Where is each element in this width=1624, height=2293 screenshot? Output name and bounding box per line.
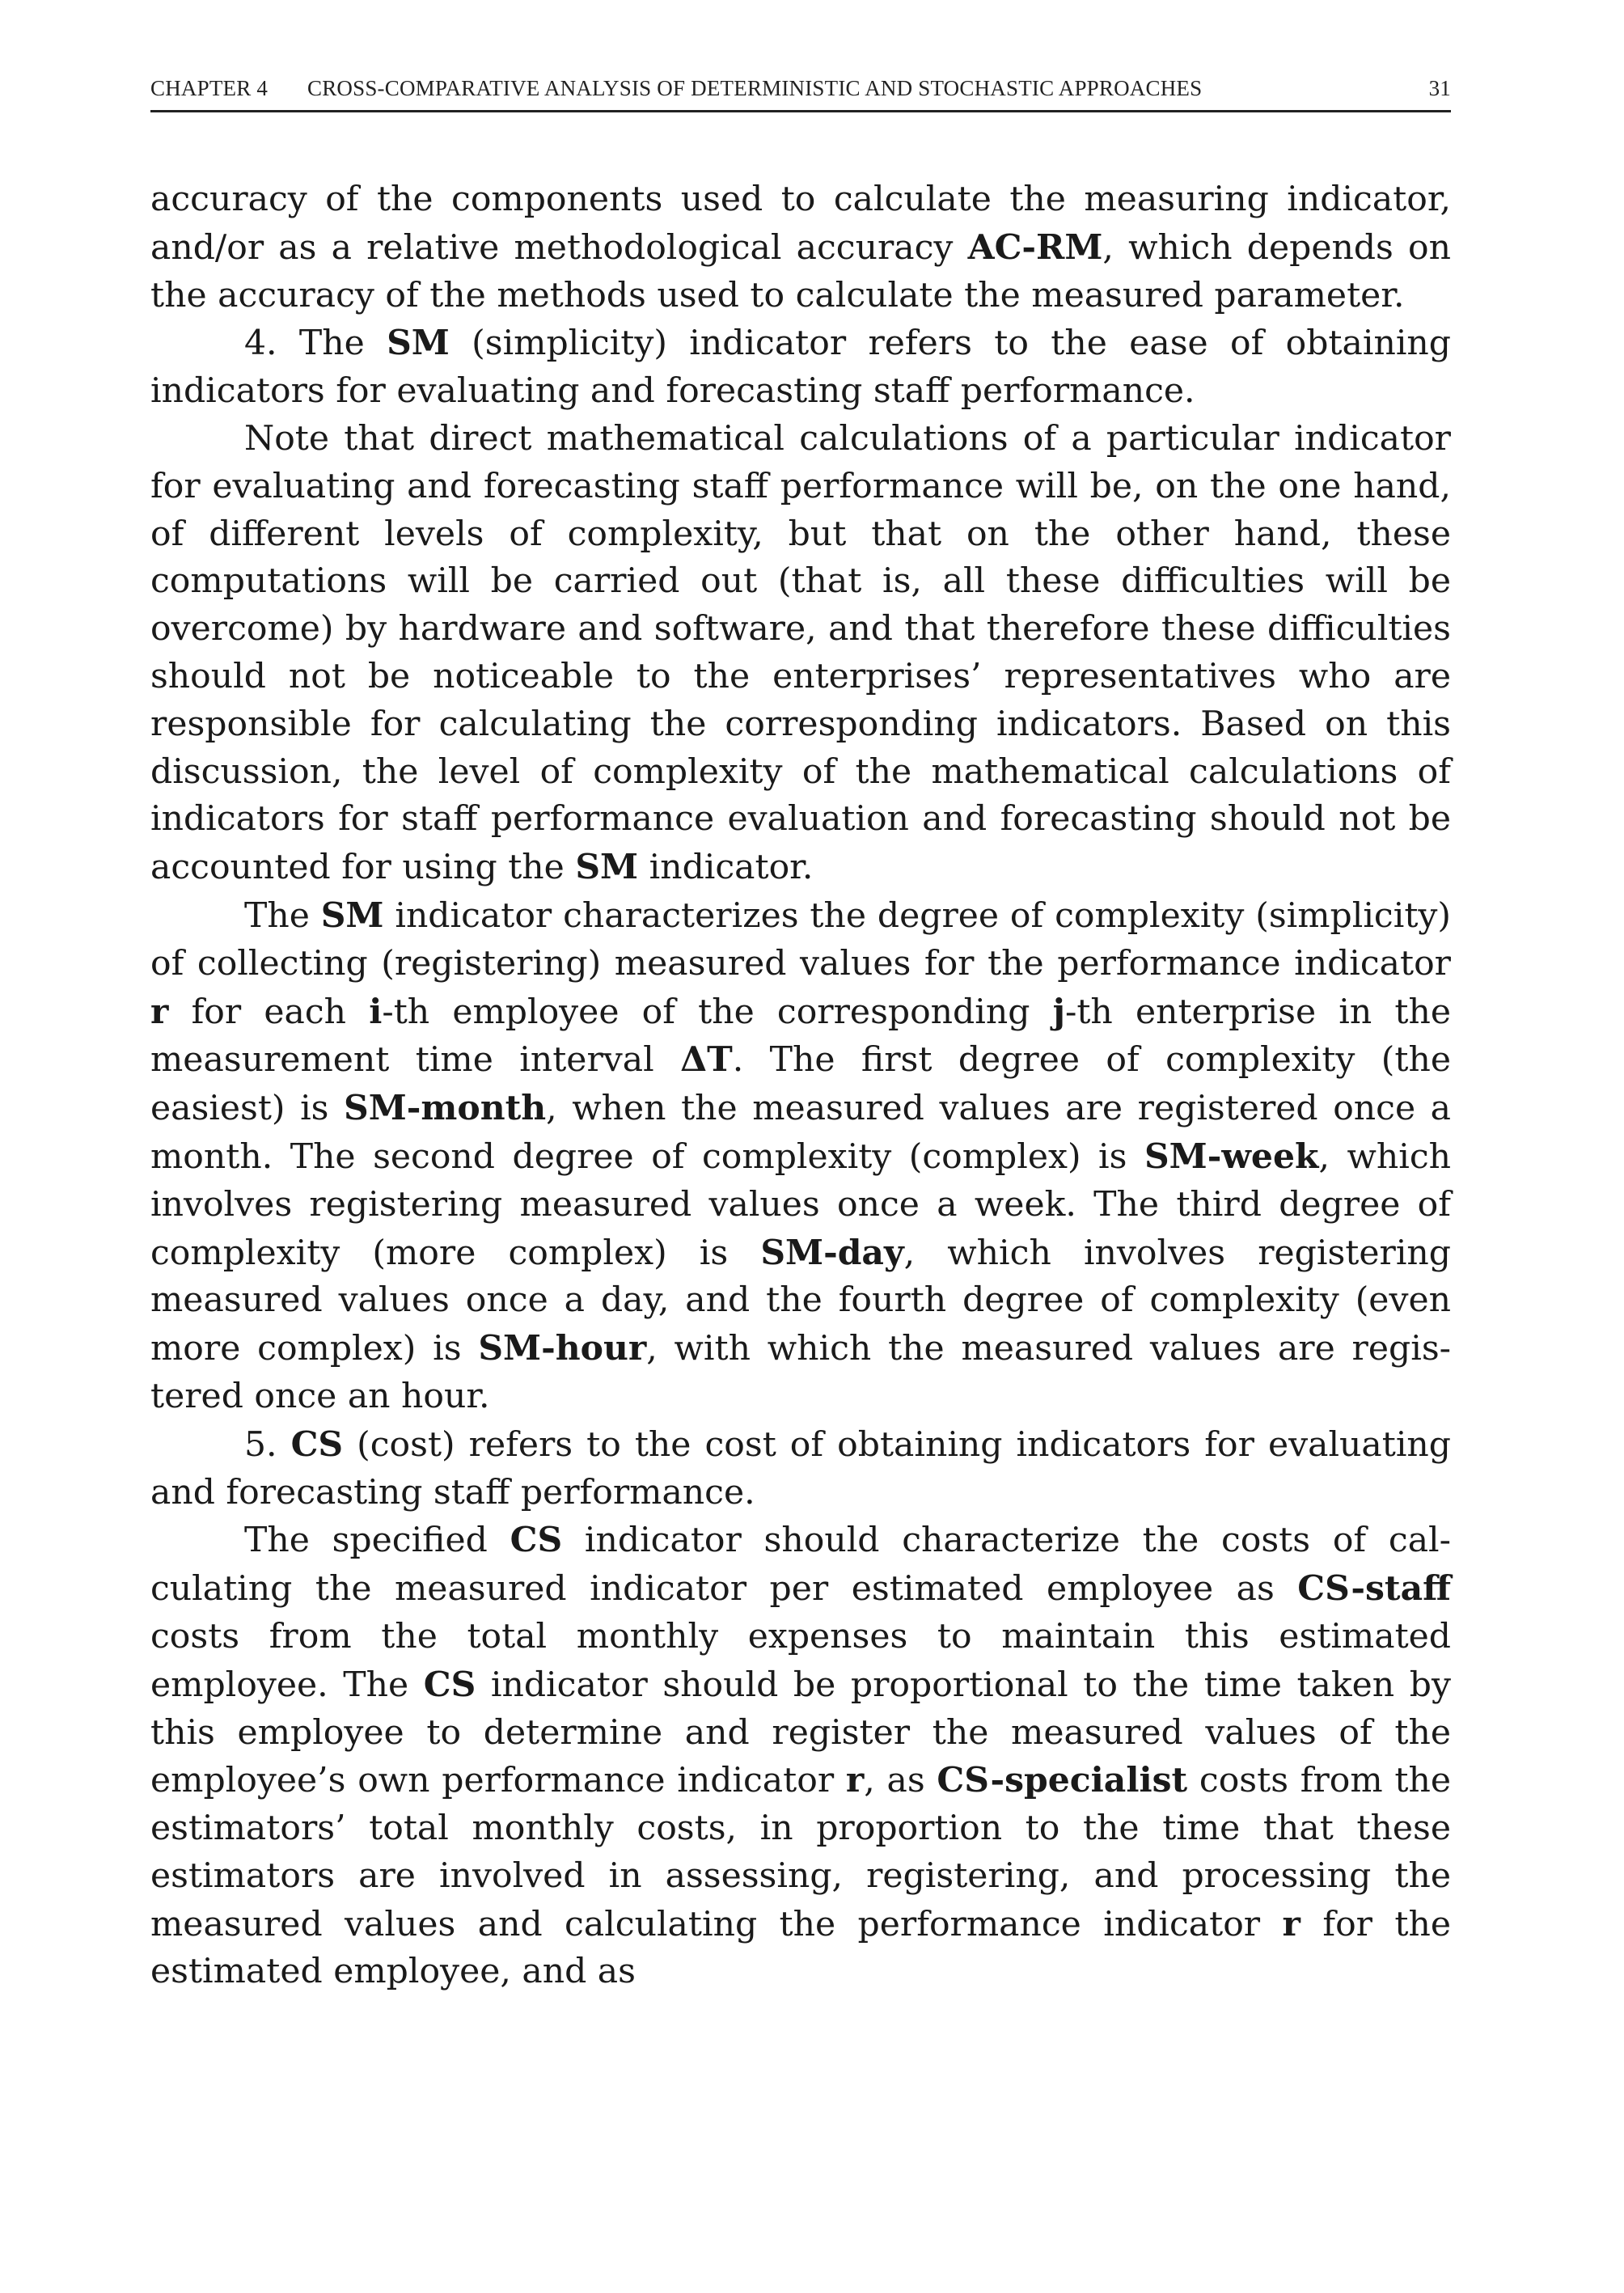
text-run: (cost) refers to the cost of obtaining indicators for evaluating and forecasting staff performance.: [150, 1424, 1451, 1512]
text-run: -th enterprise in the measurement time interval: [150, 992, 1452, 1081]
bold-term: SM: [320, 895, 384, 936]
bold-term: ΔT: [680, 1039, 733, 1081]
bold-term: SM: [575, 847, 639, 888]
paragraph: [150, 1421, 1451, 1517]
text-run: -th employee of the corresponding: [382, 992, 1053, 1032]
bold-term: SM-month: [344, 1088, 547, 1129]
text-run: (simplicity) indicator refers to the ease of obtaining indicators for evaluating and forecasting staff performance.: [150, 324, 1451, 412]
text-run: , as: [864, 1761, 937, 1801]
text-run: accuracy of the components used to calculate the measuring indicator, and/or as a relative methodological accuracy: [150, 180, 1451, 268]
text-run: . The first degree of complexity (the easiest) is: [150, 1040, 1451, 1129]
paragraph: [150, 176, 1451, 319]
text-run: costs from the estimators’ total monthly costs, in proportion to the time that these estimators are involved in assessing, registering, and processing the measured values and calculating the performance indicator: [150, 1761, 1451, 1944]
body-text: [150, 176, 1451, 1996]
paragraph: [150, 319, 1451, 416]
bold-term: CS: [510, 1520, 563, 1561]
chapter-label: CHAPTER 4: [150, 76, 269, 100]
text-run: 5.: [244, 1424, 291, 1465]
text-run: The specified: [244, 1521, 510, 1561]
bold-term: CS-staff: [1297, 1568, 1451, 1610]
bold-term: CS-specialist: [937, 1760, 1188, 1801]
bold-term: CS: [423, 1664, 476, 1705]
chapter-title: CROSS-COMPARATIVE ANALYSIS OF DETERMINISTIC AND STOCHASTIC APPROACHES: [307, 76, 1203, 100]
paragraph: [150, 892, 1451, 1421]
text-run: , which involves registering measured values once a week. The third degree of complexity (more complex) is: [150, 1136, 1451, 1273]
text-run: Note that direct mathematical calculations of a particular indicator for evaluating and forecasting staff performance will be, on the one hand, of different levels of complexity, but that on the other hand, these computations will be carried out (that is, all these difficulties will be overcome) by hardware and software, and that therefore these difficulties should not be noticeable to the enterprises’ representatives who are responsible for calculating the corresponding indicators. Based on this discussion, the level of complexity of the mathematical calculations of indicators for staff performance evaluation and forecasting should not be accounted for using the: [150, 418, 1451, 888]
bold-term: r: [1282, 1903, 1300, 1944]
bold-term: AC-RM: [967, 226, 1103, 268]
text-run: costs from the total monthly expenses to maintain this estimated employee. The: [150, 1616, 1451, 1705]
bold-term: SM-hour: [478, 1328, 647, 1369]
bold-term: CS: [290, 1424, 344, 1465]
bold-term: j: [1052, 991, 1065, 1032]
bold-term: SM: [387, 323, 450, 364]
page-number: 31: [1428, 76, 1451, 100]
bold-term: r: [845, 1760, 865, 1801]
bold-term: i: [369, 991, 383, 1032]
paragraph: [150, 416, 1451, 892]
text-run: The: [244, 895, 321, 936]
bold-term: SM-week: [1144, 1136, 1319, 1177]
text-run: , with which the measured values are registered once an hour.: [150, 1329, 1452, 1416]
text-run: indicator should be proportional to the time taken by this employee to determine and register the measured values of the employee’s own performance indicator: [150, 1665, 1451, 1801]
bold-term: r: [150, 991, 169, 1032]
text-run: 4. The: [244, 324, 387, 364]
text-run: for each: [168, 992, 370, 1032]
running-header: [150, 71, 1451, 112]
bold-term: SM-day: [760, 1232, 904, 1273]
text-run: indicator characterizes the degree of complexity (simplicity) of collecting (registering) measured values for the performance indicator: [150, 895, 1451, 984]
text-run: , when the measured values are registered once a month. The second degree of complexity (complex) is: [150, 1089, 1452, 1177]
paragraph: [150, 1517, 1451, 1996]
text-run: for the estimated employee, and as: [150, 1904, 1451, 1992]
text-run: , which involves registering measured values once a day, and the fourth degree of complexity (even more complex) is: [150, 1233, 1452, 1369]
text-run: , which depends on the accuracy of the methods used to calculate the measured parameter.: [150, 227, 1451, 315]
text-run: indicator should characterize the costs of calculating the measured indicator per estimated employee as: [150, 1521, 1451, 1610]
text-run: indicator.: [638, 848, 814, 888]
